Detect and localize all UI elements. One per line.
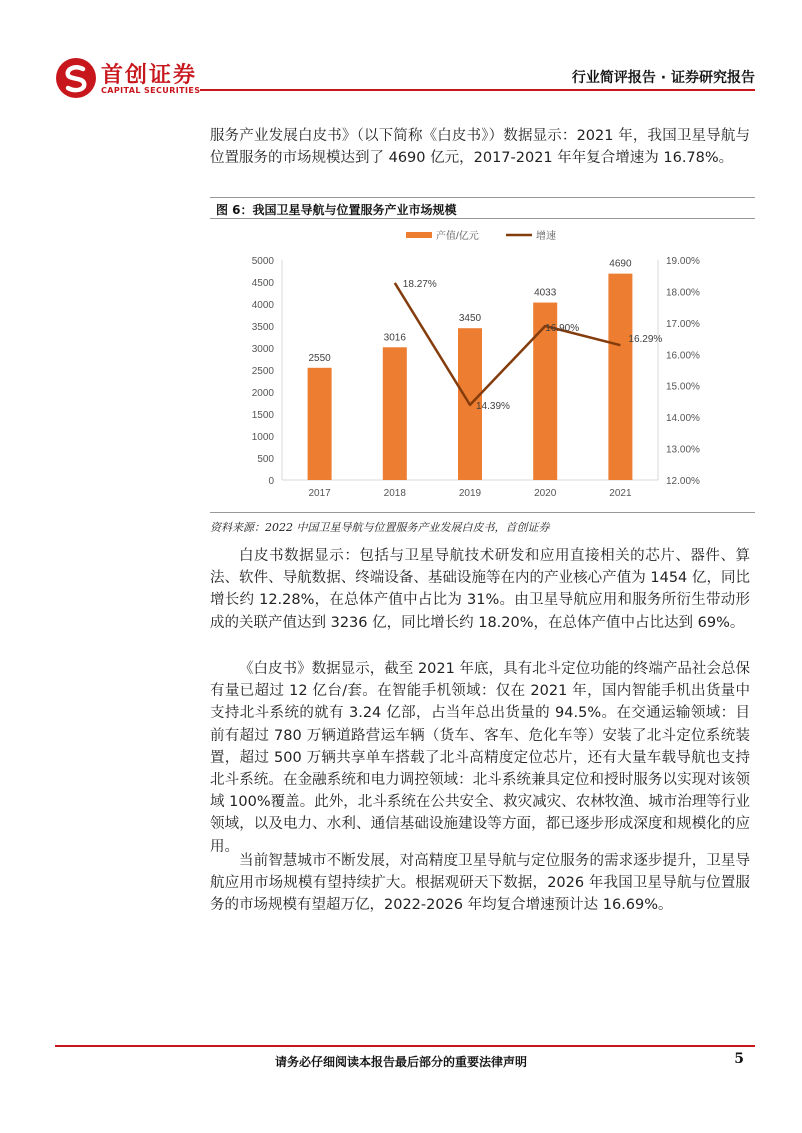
y-left-tick-label: 500 — [257, 454, 274, 465]
growth-series-line — [395, 283, 621, 405]
y-left-tick-label: 5000 — [251, 256, 274, 267]
bar-value-label: 3016 — [383, 332, 406, 344]
bar-value-label: 4690 — [609, 258, 632, 270]
logo-chinese-name: 首创证券 — [101, 63, 198, 88]
page-header — [55, 55, 755, 101]
y-right-tick-label: 13.00% — [666, 444, 700, 456]
paragraph-output-value: 白皮书数据显示：包括与卫星导航技术研发和应用直接相关的芯片、器件、算法、软件、导航数据、终端设备、基础设施等在内的产业核心产值为 1454 亿，同比增长约 12.28%，在总体产值中占比为 31%。由卫星导航应用和服务所衍生带动形成的关联产值达到 3236 亿，同比增长约 18.20%，在总体产值中占比达到 69%。 — [210, 548, 750, 631]
market-size-chart — [210, 222, 755, 512]
bar-2017 — [308, 368, 332, 480]
header-divider — [200, 89, 755, 91]
y-left-tick-label: 4000 — [251, 300, 274, 311]
growth-value-label: 18.27% — [402, 278, 437, 290]
y-left-tick-label: 1500 — [251, 410, 274, 421]
y-right-tick-label: 18.00% — [666, 287, 700, 299]
growth-value-label: 16.90% — [545, 323, 580, 334]
y-left-tick-label: 2000 — [251, 388, 274, 399]
y-right-tick-label: 17.00% — [666, 318, 700, 330]
logo-mark-icon — [55, 57, 97, 99]
bar-2018 — [383, 347, 407, 480]
x-tick-label: 2018 — [383, 488, 406, 499]
logo-english-name: CAPITAL SECURITIES — [101, 86, 201, 95]
figure-title: 图 6：我国卫星导航与位置服务产业市场规模 — [210, 197, 755, 219]
y-right-tick-label: 14.00% — [666, 413, 700, 425]
figure-source: 资料来源：2022 中国卫星导航与位置服务产业发展白皮书，首创证券 — [210, 512, 755, 535]
legal-disclaimer: 请务必仔细阅读本报告最后部分的重要法律声明 — [274, 1055, 527, 1069]
legend-line-label: 增速 — [536, 231, 556, 242]
x-tick-label: 2021 — [609, 488, 632, 499]
x-tick-label: 2017 — [308, 488, 331, 499]
y-left-tick-label: 2500 — [251, 366, 274, 377]
bar-2021 — [608, 274, 632, 480]
y-left-tick-label: 1000 — [251, 432, 274, 443]
legend-bar-swatch — [406, 232, 432, 238]
bar-value-label: 4033 — [534, 287, 557, 299]
growth-value-label: 16.29% — [628, 334, 663, 346]
y-left-tick-label: 0 — [268, 476, 274, 487]
paragraph-intro: 服务产业发展白皮书》（以下简称《白皮书》）数据显示：2021 年，我国卫星导航与位置服务的市场规模达到了 4690 亿元，2017-2021 年年复合增速为 16.78%。 — [210, 128, 750, 167]
y-left-tick-label: 3000 — [251, 344, 274, 355]
y-left-tick-label: 3500 — [251, 322, 274, 333]
company-logo — [55, 55, 225, 101]
paragraph-outlook: 当前智慧城市不断发展，对高精度卫星导航与定位服务的需求逐步提升，卫星导航应用市场规模有望持续扩大。根据观研天下数据，2026 年我国卫星导航与位置服务的市场规模有望超万亿，2022-2026 年均复合增速预计达 16.69%。 — [210, 853, 750, 914]
page-number: 5 — [734, 1051, 744, 1067]
paragraph-beidou-terminals: 《白皮书》数据显示，截至 2021 年底，具有北斗定位功能的终端产品社会总保有量已超过 12 亿台/套。在智能手机领域：仅在 2021 年，国内智能手机出货量中支持北斗系统的就有 3.24 亿部，占当年总出货量的 94.5%。在交通运输领域：目前有超过 780 万辆道路营运车辆（货车、客车、危化车等）安装了北斗定位系统装置，超过 500 万辆共享单车搭载了北斗高精度定位芯片，还有大量车载导航也支持北斗系统。在金融系统和电力调控领域：北斗系统兼具定位和授时服务以实现对该领域 100%覆盖。此外，北斗系统在公共安全、救灾减灾、农林牧渔、城市治理等行业领域，以及电力、水利、通信基础设施建设等方面，都已逐步形成深度和规模化的应用。 — [210, 661, 750, 855]
report-type: 行业简评报告 · 证券研究报告 — [571, 70, 755, 86]
x-tick-label: 2019 — [458, 488, 482, 499]
bar-value-label: 2550 — [308, 352, 331, 364]
footer-divider — [55, 1045, 755, 1047]
y-right-tick-label: 15.00% — [666, 381, 700, 393]
y-right-tick-label: 16.00% — [666, 350, 700, 362]
legend-bar-label: 产值/亿元 — [436, 231, 479, 242]
bar-value-label: 3450 — [458, 313, 482, 325]
chart-svg — [210, 222, 755, 512]
y-right-tick-label: 19.00% — [666, 256, 700, 267]
y-right-tick-label: 12.00% — [666, 476, 700, 487]
x-tick-label: 2020 — [534, 488, 557, 499]
y-left-tick-label: 4500 — [251, 278, 274, 289]
growth-value-label: 14.39% — [476, 400, 510, 412]
